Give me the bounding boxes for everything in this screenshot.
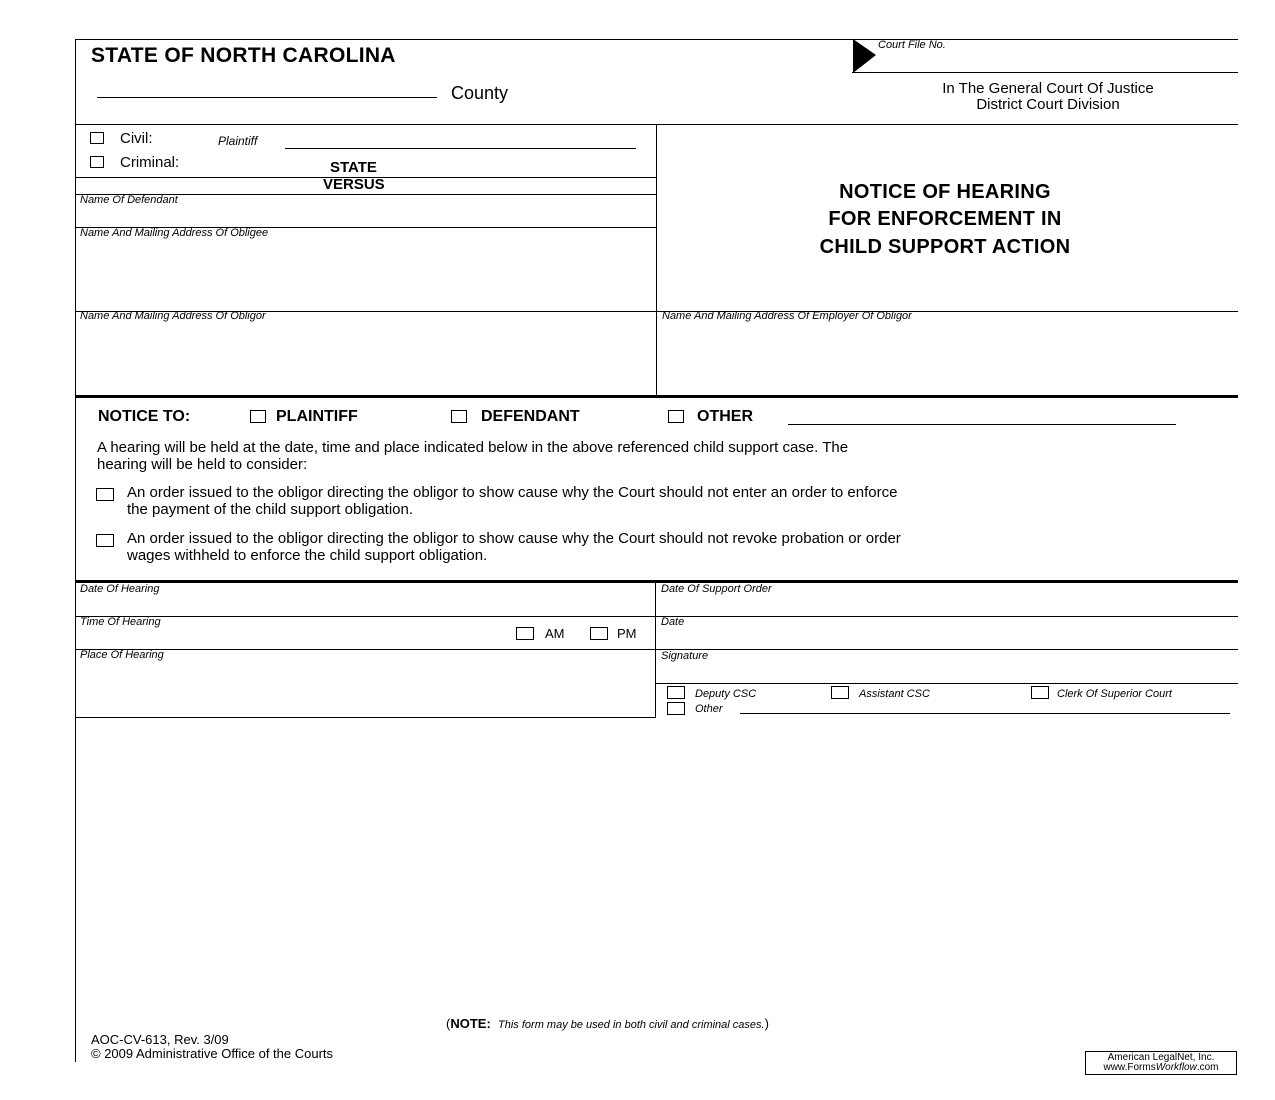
option-enforce-line1: An order issued to the obligor directing the obligor to show cause why the Court should not enter an order to enforce [127,484,898,501]
intro-text-line2: hearing will be held to consider: [97,456,308,473]
other-title-input-line[interactable] [740,713,1230,714]
deputy-csc-label: Deputy CSC [695,688,757,700]
brand-line1: American LegalNet, Inc. [1107,1052,1215,1063]
hearing-row-divider-1 [75,616,1238,617]
section-divider-2 [75,580,1238,583]
notice-other-checkbox[interactable] [668,410,684,423]
am-label: AM [545,626,565,641]
footer-note-bold: NOTE: [450,1016,491,1031]
option-enforce-line2: the payment of the child support obligation. [127,501,414,518]
notice-plaintiff-label: PLAINTIFF [276,408,358,425]
obligee-address-label: Name And Mailing Address Of Obligee [80,227,269,239]
pm-checkbox[interactable] [590,627,608,640]
court-file-no-line[interactable] [852,72,1238,73]
state-party-text: STATE [330,159,377,176]
brand-italic: Workflow [1155,1062,1197,1073]
pm-label: PM [617,626,637,641]
brand-prefix: www.Forms [1103,1062,1156,1073]
notice-other-label: OTHER [697,408,753,425]
obligor-address-label: Name And Mailing Address Of Obligor [80,310,266,322]
clerk-superior-court-checkbox[interactable] [1031,686,1049,699]
criminal-label: Criminal: [120,154,180,171]
signature-label: Signature [661,650,709,662]
assistant-csc-checkbox[interactable] [831,686,849,699]
date-of-hearing-label: Date Of Hearing [80,583,160,595]
assistant-csc-label: Assistant CSC [859,688,930,700]
hearing-bottom-border [75,717,656,718]
defendant-name-field[interactable] [76,208,655,227]
county-label: County [451,83,509,103]
form-title-line3: CHILD SUPPORT ACTION [819,236,1071,258]
option-enforce-checkbox[interactable] [96,488,114,501]
deputy-csc-checkbox[interactable] [667,686,685,699]
notice-plaintiff-checkbox[interactable] [250,410,266,423]
clerk-superior-court-label: Clerk Of Superior Court [1057,688,1172,700]
other-title-checkbox[interactable] [667,702,685,715]
state-heading: STATE OF NORTH CAROLINA [91,44,396,67]
top-border [75,39,1238,40]
criminal-checkbox[interactable] [90,156,104,168]
section-divider-1 [75,395,1238,398]
option-revoke-line1: An order issued to the obligor directing the obligor to show cause why the Court should not revoke probation or order [127,530,901,547]
american-legalnet-badge[interactable] [1085,1051,1237,1075]
court-name-line1: In The General Court Of Justice [942,80,1154,97]
copyright-text: © 2009 Administrative Office of the Courts [91,1046,334,1061]
intro-text-line1: A hearing will be held at the date, time and place indicated below in the above referenced child support case. The [97,439,849,456]
date-of-hearing-field[interactable] [76,597,654,615]
plaintiff-input-line[interactable] [285,148,636,149]
option-revoke-checkbox[interactable] [96,534,114,547]
employer-address-field[interactable] [657,324,1237,392]
time-of-hearing-field[interactable] [76,630,506,648]
date-of-support-order-field[interactable] [657,597,1237,615]
obligee-address-field[interactable] [76,241,655,309]
time-of-hearing-label: Time Of Hearing [80,616,161,628]
civil-label: Civil: [120,130,153,147]
hearing-middle-divider [655,582,656,718]
other-title-label: Other [695,703,723,715]
brand-line2 [1086,1063,1236,1073]
date-field[interactable] [657,630,1237,648]
notice-other-input-line[interactable] [788,424,1176,425]
place-of-hearing-field[interactable] [76,663,654,715]
court-file-no-label: Court File No. [878,39,946,51]
civil-checkbox[interactable] [90,132,104,144]
footer-note-text: This form may be used in both civil and criminal cases. [498,1019,765,1031]
left-border [75,39,76,1062]
obligor-address-field[interactable] [76,324,655,392]
defendant-name-label: Name Of Defendant [80,194,178,206]
arrow-icon [852,38,878,74]
hearing-row-divider-2 [75,649,1238,650]
date-label: Date [661,616,685,628]
date-of-support-order-label: Date Of Support Order [661,583,772,595]
form-title-line1: NOTICE OF HEARING [839,181,1051,203]
court-name-line2: District Court Division [976,96,1120,113]
footer-note: (NOTE: This form may be used in both civil and criminal cases.) [446,1016,769,1031]
form-title-line2: FOR ENFORCEMENT IN [828,208,1062,230]
signature-line [656,683,1238,684]
place-of-hearing-label: Place Of Hearing [80,649,164,661]
county-input-line[interactable] [97,97,437,98]
notice-defendant-label: DEFENDANT [481,408,580,425]
employer-address-label: Name And Mailing Address Of Employer Of Obligor [662,310,912,322]
am-checkbox[interactable] [516,627,534,640]
notice-to-label: NOTICE TO: [98,408,191,425]
form-number: AOC-CV-613, Rev. 3/09 [91,1032,229,1047]
brand-suffix: .com [1196,1062,1219,1073]
signature-field[interactable] [657,664,1237,682]
versus-text: VERSUS [323,176,385,193]
plaintiff-label: Plaintiff [218,134,258,148]
option-revoke-line2: wages withheld to enforce the child support obligation. [127,547,488,564]
notice-defendant-checkbox[interactable] [451,410,467,423]
